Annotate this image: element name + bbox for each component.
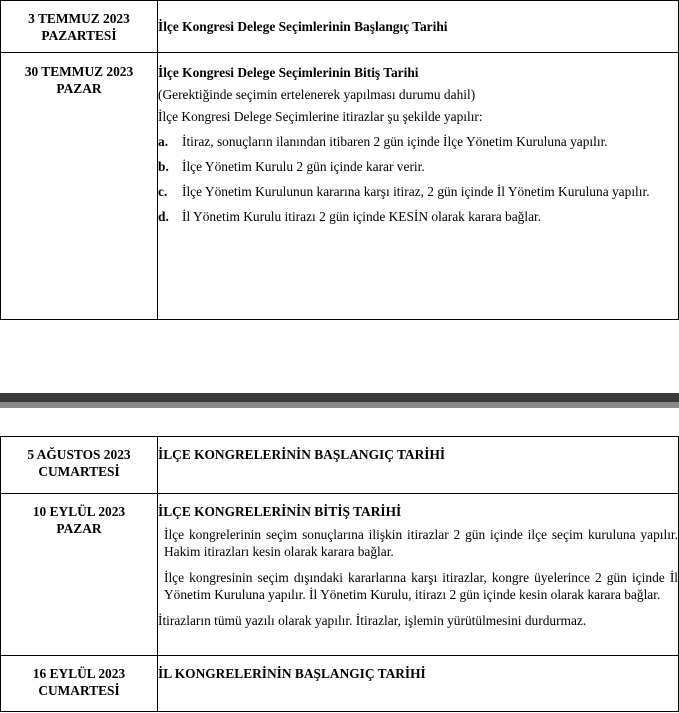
date-cell (1, 437, 158, 494)
description-cell (158, 1, 679, 53)
item-text: İtiraz, sonuçların ilanından itibaren 2 gün içinde İlçe Yönetim Kuruluna yapılır. (182, 134, 608, 149)
date-cell (1, 656, 158, 712)
row-title: İLÇE KONGRELERİNİN BAŞLANGIÇ TARİHİ (158, 447, 446, 462)
day-label: CUMARTESİ (38, 464, 120, 479)
page-divider (0, 393, 679, 408)
item-letter: a. (158, 134, 169, 149)
date-cell (1, 1, 158, 53)
item-text: İl Yönetim Kurulu itirazı 2 gün içinde KESİN olarak karara bağlar. (182, 209, 542, 224)
table-row (1, 494, 679, 656)
schedule-table-1 (0, 0, 679, 320)
list-item (158, 158, 678, 175)
table-row (1, 53, 679, 320)
item-text: İlçe Yönetim Kurulunun kararına karşı itiraz, 2 gün içinde İl Yönetim Kuruluna yapılır. (182, 184, 650, 199)
row-title: İL KONGRELERİNİN BAŞLANGIÇ TARİHİ (158, 666, 426, 681)
description-cell (158, 494, 679, 656)
row-title: İlçe Kongresi Delege Seçimlerinin Bitiş Tarihi (158, 65, 419, 80)
description-cell (158, 53, 679, 320)
day-label: PAZAR (56, 521, 102, 536)
item-letter: d. (158, 209, 169, 224)
date-label: 16 EYLÜL 2023 (32, 666, 126, 681)
list-item (158, 208, 678, 225)
description-cell (158, 437, 679, 494)
date-label: 5 AĞUSTOS 2023 (27, 447, 131, 462)
paragraph: İtirazların tümü yazılı olarak yapılır. İtirazlar, işlemin yürütülmesini durdurmaz. (158, 613, 587, 628)
list-item (158, 183, 678, 200)
date-cell (1, 494, 158, 656)
date-label: 3 TEMMUZ 2023 (28, 11, 130, 26)
table-row (1, 437, 679, 494)
row-title: İLÇE KONGRELERİNİN BİTİŞ TARİHİ (158, 504, 402, 519)
day-label: PAZAR (56, 81, 102, 96)
item-letter: b. (158, 159, 169, 174)
item-text: İlçe Yönetim Kurulu 2 gün içinde karar verir. (182, 159, 425, 174)
day-label: PAZARTESİ (41, 28, 117, 43)
list-item (158, 133, 678, 150)
description-cell (158, 656, 679, 712)
date-label: 10 EYLÜL 2023 (32, 504, 126, 519)
paragraph: İlçe kongresinin seçim dışındaki kararlarına karşı itirazlar, kongre üyelerince 2 gün içinde İl Yönetim Kuruluna yapılır. İl Yönetim Kurulu, itirazı 2 gün içinde kesin olarak karara bağlar. (164, 570, 678, 602)
table-row (1, 656, 679, 712)
day-label: CUMARTESİ (38, 683, 120, 698)
item-letter: c. (158, 184, 168, 199)
row-title: İlçe Kongresi Delege Seçimlerinin Başlangıç Tarihi (158, 19, 448, 34)
note-text: (Gerektiğinde seçimin ertelenerek yapılması durumu dahil) (158, 87, 476, 102)
date-cell (1, 53, 158, 320)
paragraph: İlçe kongrelerinin seçim sonuçlarına ilişkin itirazlar 2 gün içinde ilçe seçim kuruluna yapılır. Hakim itirazları kesin olarak karara bağlar. (164, 527, 678, 559)
date-label: 30 TEMMUZ 2023 (24, 64, 134, 79)
table-row (1, 1, 679, 53)
schedule-table-2 (0, 436, 679, 712)
intro-text: İlçe Kongresi Delege Seçimlerine itirazlar şu şekilde yapılır: (158, 109, 483, 124)
